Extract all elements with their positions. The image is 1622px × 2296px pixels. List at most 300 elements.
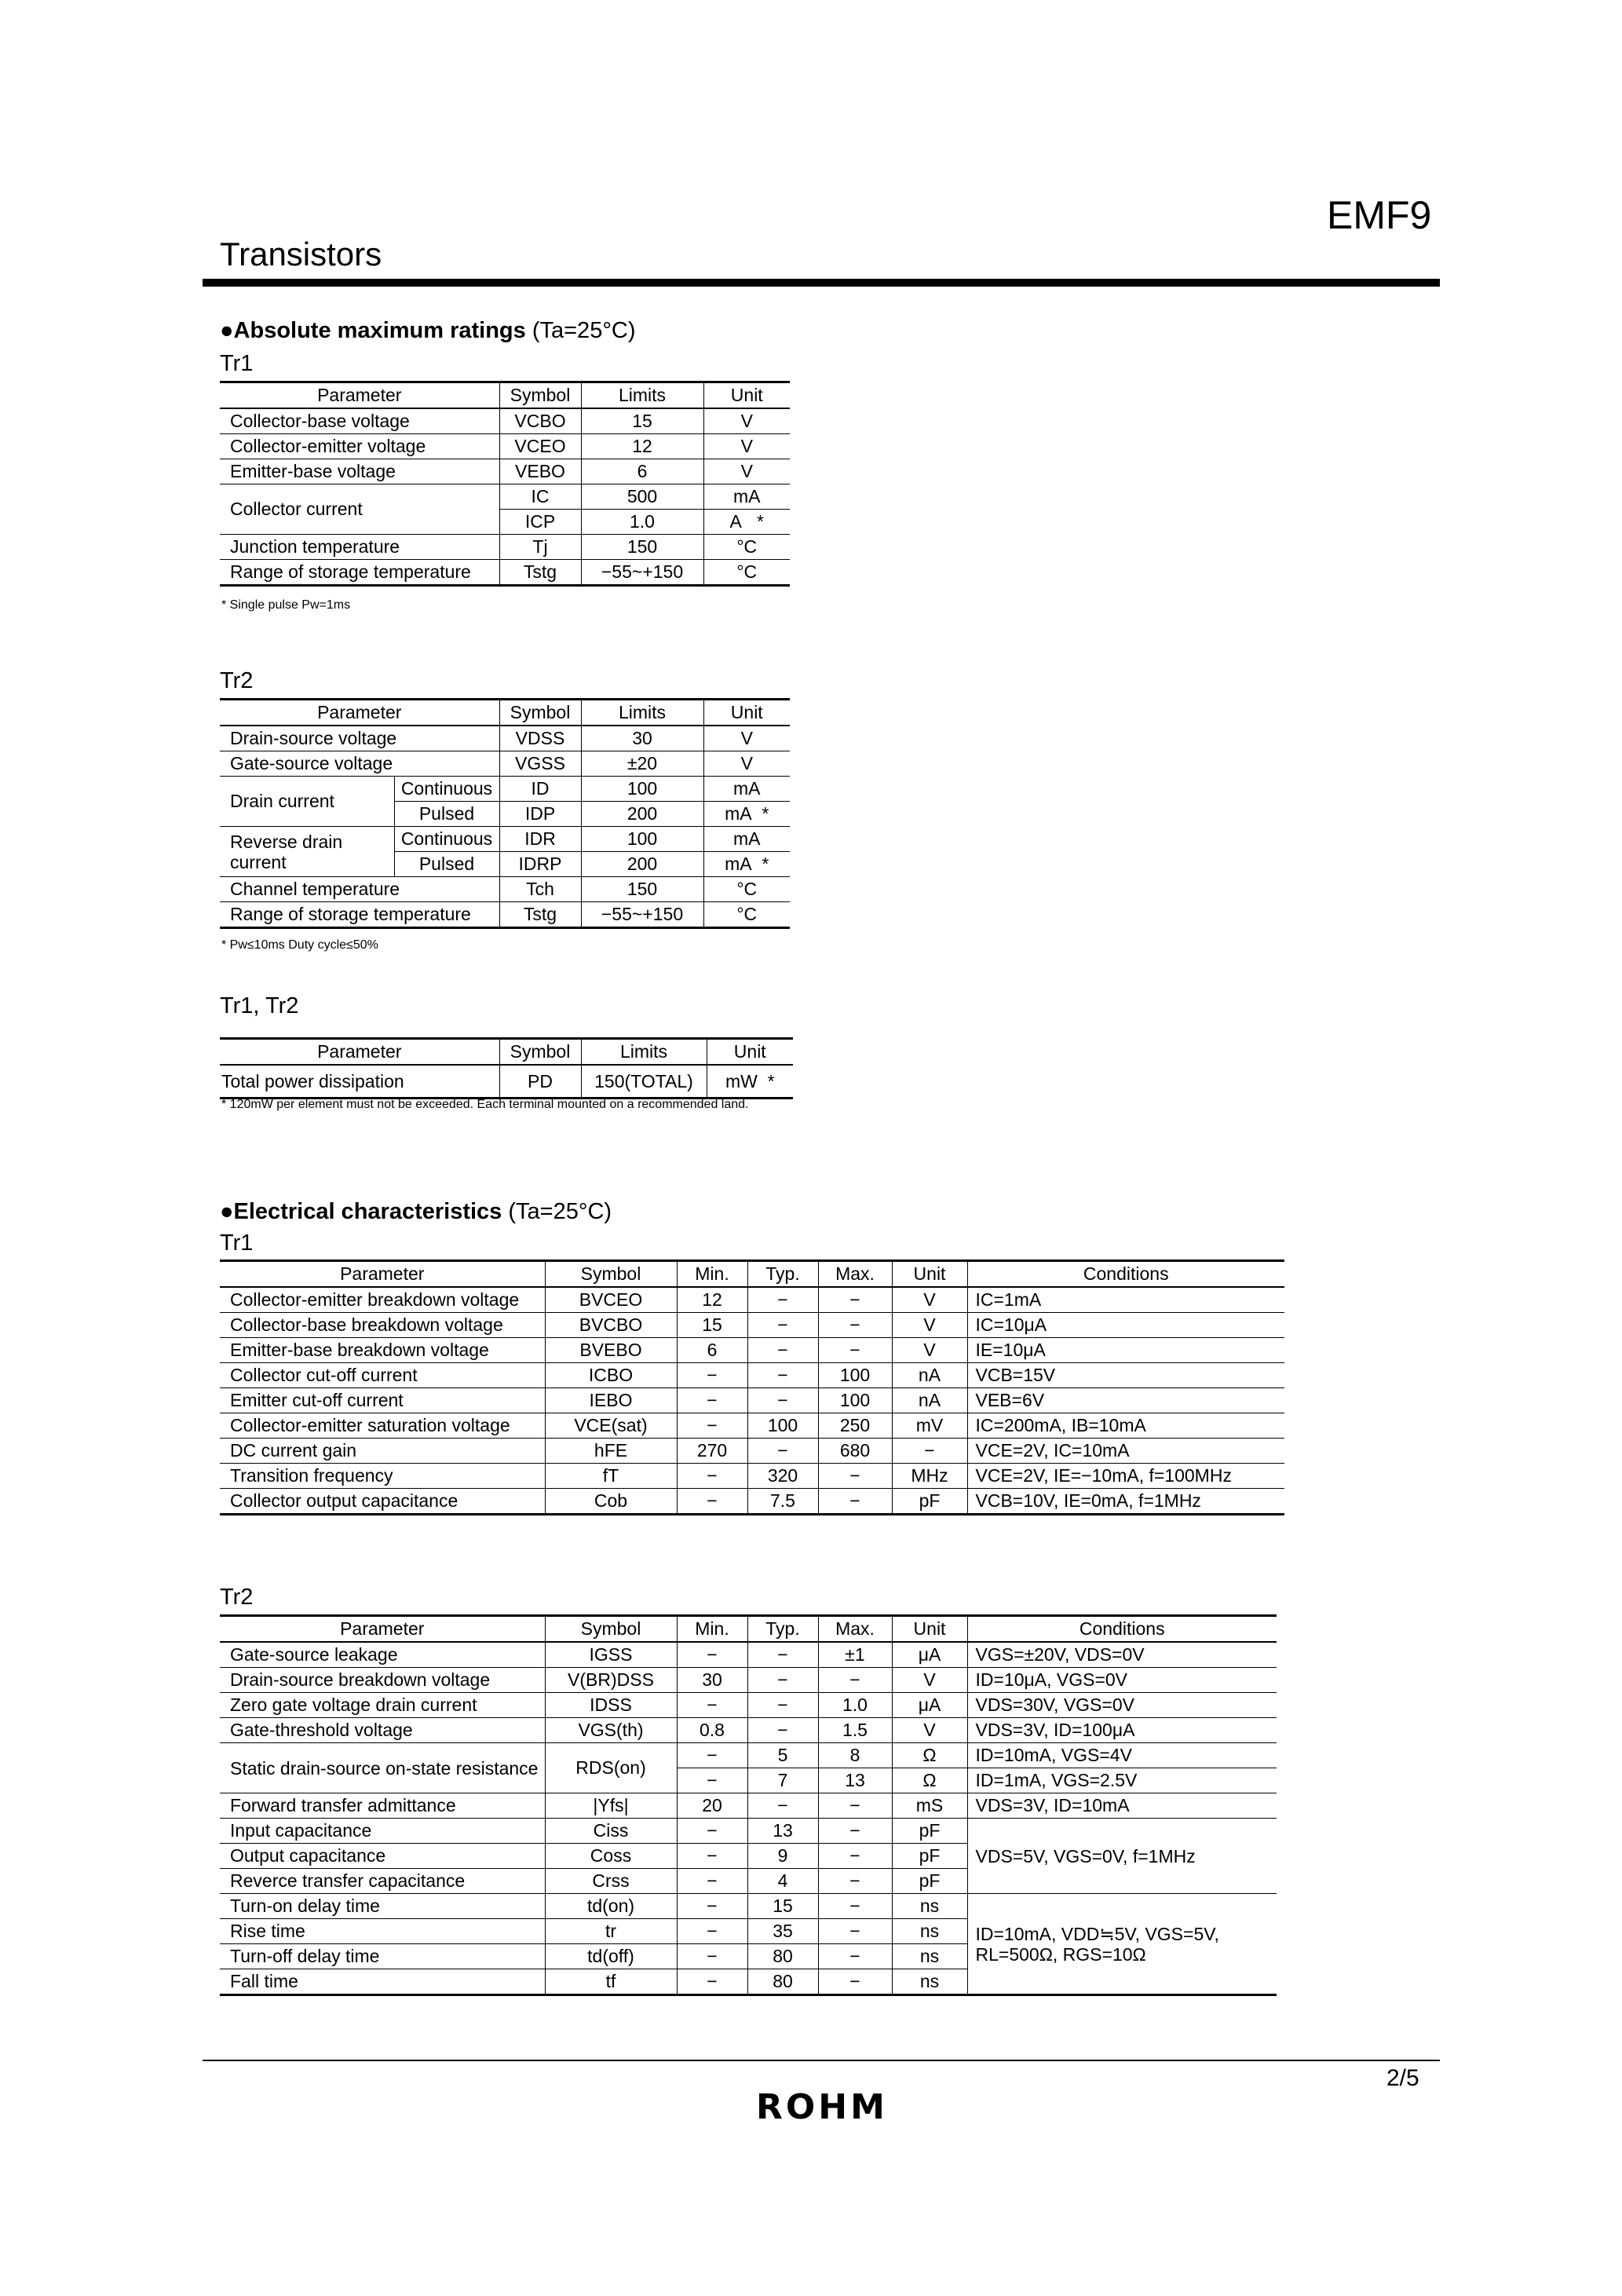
tr2-abs-max-table [220,698,790,929]
limit-cell: −55~+150 [581,902,703,928]
symbol-cell: RDS(on) [545,1743,677,1793]
limit-cell: −55~+150 [581,560,703,586]
min-cell: − [677,1693,747,1718]
unit-cell: Ω [892,1768,967,1793]
tr1-abs-max-table [220,381,790,587]
table-row [220,877,790,902]
max-cell: − [818,1464,892,1489]
col-header: Symbol [499,1039,581,1066]
param-cell: Gate-source leakage [220,1642,545,1668]
footer-rule [203,2060,1440,2061]
limit-cell: 15 [581,408,703,434]
param-cell: Forward transfer admittance [220,1793,545,1819]
param-cell: Total power dissipation [220,1065,499,1099]
table-header-row [220,382,790,409]
symbol-cell: Ciss [545,1819,677,1844]
symbol-cell: IDR [499,827,581,852]
unit-cell: mA [703,827,790,852]
min-cell: − [677,1388,747,1413]
conditions-cell: ID=10μA, VGS=0V [967,1668,1277,1693]
symbol-cell: IDSS [545,1693,677,1718]
table-row [220,1313,1284,1338]
max-cell: − [818,1869,892,1894]
min-cell: 0.8 [677,1718,747,1743]
conditions-cell: VCB=10V, IE=0mA, f=1MHz [967,1489,1284,1515]
table-row [220,1388,1284,1413]
limit-cell: 6 [581,459,703,484]
col-header: Unit [707,1039,793,1066]
unit-cell: pF [892,1819,967,1844]
table-header-row [220,1616,1277,1643]
symbol-cell: IC [499,484,581,510]
unit-cell: V [892,1338,967,1363]
max-cell: 100 [818,1388,892,1413]
min-cell: − [677,1944,747,1969]
param-cell: Output capacitance [220,1844,545,1869]
col-header: Symbol [499,700,581,726]
page-number: 2/5 [1386,2065,1419,2091]
param-cell: Transition frequency [220,1464,545,1489]
table-row [220,1464,1284,1489]
unit-cell: V [892,1313,967,1338]
unit-cell: °C [703,560,790,586]
max-cell: − [818,1894,892,1919]
conditions-cell: IC=10μA [967,1313,1284,1338]
symbol-cell: td(off) [545,1944,677,1969]
symbol-cell: VCEO [499,434,581,459]
unit-cell: pF [892,1489,967,1515]
footnote-mark: * [767,1070,775,1091]
tr2-elec-table [220,1614,1277,1996]
param-cell: Collector current [220,484,499,535]
abs-max-heading [220,318,636,344]
typ-cell: 7.5 [747,1489,818,1515]
tr2-footnote: * Pw≤10ms Duty cycle≤50% [221,938,378,952]
elec-condition: (Ta=25°C) [502,1199,612,1224]
conditions-cell: IC=1mA [967,1287,1284,1313]
symbol-cell: VGS(th) [545,1718,677,1743]
limit-cell: 100 [581,777,703,802]
max-cell: − [818,1489,892,1515]
unit-cell: V [703,459,790,484]
min-cell: 15 [677,1313,747,1338]
symbol-cell: td(on) [545,1894,677,1919]
mode-cell: Continuous [394,827,499,852]
symbol-cell: ICBO [545,1363,677,1388]
symbol-cell: Coss [545,1844,677,1869]
unit-cell: °C [703,902,790,928]
elec-title: Electrical characteristics [233,1199,502,1224]
limit-cell: ±20 [581,751,703,777]
col-header: Conditions [967,1616,1277,1643]
table-row [220,408,790,434]
conditions-cell: ID=10mA, VDD≒5V, VGS=5V, RL=500Ω, RGS=10Ω [967,1894,1277,1995]
table-row [220,1693,1277,1718]
unit-cell: μA [892,1642,967,1668]
symbol-cell: Tstg [499,902,581,928]
typ-cell: − [747,1313,818,1338]
col-header: Unit [703,700,790,726]
part-number: EMF9 [1327,193,1432,237]
table-row [220,1363,1284,1388]
tr1-label: Tr1 [220,351,254,376]
col-header: Min. [677,1616,747,1643]
typ-cell: − [747,1439,818,1464]
unit-cell: V [892,1668,967,1693]
typ-cell: − [747,1642,818,1668]
limit-cell: 30 [581,726,703,751]
table-row [220,777,790,802]
table-header-row [220,700,790,726]
unit-cell: °C [703,877,790,902]
unit-cell: A * [703,510,790,535]
min-cell: − [677,1919,747,1944]
col-header: Parameter [220,700,499,726]
param-cell: Collector-emitter voltage [220,434,499,459]
min-cell: 12 [677,1287,747,1313]
col-header: Parameter [220,382,499,409]
min-cell: − [677,1819,747,1844]
param-cell: Reverse drain current [220,827,394,877]
table-row [220,1718,1277,1743]
table-row [220,1287,1284,1313]
section-title: Transistors [220,236,382,272]
tr1-footnote: * Single pulse Pw=1ms [221,598,351,612]
table-row [220,1743,1277,1768]
unit-cell: °C [703,535,790,560]
typ-cell: 13 [747,1819,818,1844]
param-cell: Channel temperature [220,877,499,902]
col-header: Parameter [220,1261,545,1288]
col-header: Symbol [545,1261,677,1288]
param-cell: DC current gain [220,1439,545,1464]
bullet-icon: ● [220,318,234,343]
typ-cell: − [747,1693,818,1718]
min-cell: − [677,1642,747,1668]
unit-cell: V [703,408,790,434]
symbol-cell: BVCEO [545,1287,677,1313]
param-cell: Collector-base voltage [220,408,499,434]
col-header: Unit [892,1616,967,1643]
table-row [220,434,790,459]
symbol-cell: hFE [545,1439,677,1464]
typ-cell: 80 [747,1969,818,1995]
max-cell: − [818,1944,892,1969]
col-header: Limits [581,1039,707,1066]
unit-cell: μA [892,1693,967,1718]
conditions-cell: VDS=3V, ID=100μA [967,1718,1277,1743]
footnote-mark: * [762,803,769,824]
param-cell: Fall time [220,1969,545,1995]
param-cell: Emitter cut-off current [220,1388,545,1413]
param-cell: Static drain-source on-state resistance [220,1743,545,1793]
max-cell: − [818,1793,892,1819]
min-cell: 30 [677,1668,747,1693]
tr12-footnote: * 120mW per element must not be exceeded. Each terminal mounted on a recommended land. [221,1098,749,1111]
max-cell: − [818,1287,892,1313]
min-cell: − [677,1844,747,1869]
typ-cell: 7 [747,1768,818,1793]
param-cell: Collector-base breakdown voltage [220,1313,545,1338]
table-row [220,1668,1277,1693]
min-cell: − [677,1464,747,1489]
symbol-cell: Tch [499,877,581,902]
typ-cell: − [747,1287,818,1313]
unit-cell: nA [892,1388,967,1413]
max-cell: − [818,1919,892,1944]
max-cell: − [818,1313,892,1338]
rohm-logo: ROHM [756,2087,888,2127]
limit-cell: 150 [581,535,703,560]
symbol-cell: BVEBO [545,1338,677,1363]
max-cell: 8 [818,1743,892,1768]
col-header: Unit [892,1261,967,1288]
conditions-cell: ID=1mA, VGS=2.5V [967,1768,1277,1793]
col-header: Max. [818,1616,892,1643]
typ-cell: − [747,1718,818,1743]
unit-cell: V [703,726,790,751]
symbol-cell: ID [499,777,581,802]
limit-cell: 150 [581,877,703,902]
max-cell: − [818,1844,892,1869]
max-cell: ±1 [818,1642,892,1668]
min-cell: − [677,1969,747,1995]
table-header-row [220,1261,1284,1288]
unit-cell: mA * [703,852,790,877]
typ-cell: 5 [747,1743,818,1768]
unit-cell: ns [892,1894,967,1919]
symbol-cell: VDSS [499,726,581,751]
header-rule [203,279,1440,287]
param-cell: Gate-source voltage [220,751,499,777]
symbol-cell: VCBO [499,408,581,434]
symbol-cell: Crss [545,1869,677,1894]
param-cell: Drain-source voltage [220,726,499,751]
bullet-icon: ● [220,1199,234,1224]
typ-cell: − [747,1388,818,1413]
typ-cell: 9 [747,1844,818,1869]
typ-cell: 15 [747,1894,818,1919]
max-cell: 1.0 [818,1693,892,1718]
col-header: Limits [581,382,703,409]
typ-cell: 80 [747,1944,818,1969]
unit-cell: pF [892,1869,967,1894]
typ-cell: 100 [747,1413,818,1439]
unit-cell: − [892,1439,967,1464]
param-cell: Rise time [220,1919,545,1944]
table-row [220,1793,1277,1819]
min-cell: − [677,1869,747,1894]
param-cell: Drain current [220,777,394,827]
typ-cell: − [747,1338,818,1363]
param-cell: Emitter-base breakdown voltage [220,1338,545,1363]
min-cell: 6 [677,1338,747,1363]
max-cell: 250 [818,1413,892,1439]
unit-cell: mA [703,777,790,802]
col-header: Symbol [545,1616,677,1643]
typ-cell: 35 [747,1919,818,1944]
conditions-cell: VCB=15V [967,1363,1284,1388]
table-row [220,1489,1284,1515]
param-cell: Turn-off delay time [220,1944,545,1969]
symbol-cell: V(BR)DSS [545,1668,677,1693]
tr2-label: Tr2 [220,668,254,693]
mode-cell: Pulsed [394,852,499,877]
param-cell: Drain-source breakdown voltage [220,1668,545,1693]
col-header: Typ. [747,1261,818,1288]
unit-cell: V [892,1718,967,1743]
conditions-cell: VDS=5V, VGS=0V, f=1MHz [967,1819,1277,1894]
param-cell: Turn-on delay time [220,1894,545,1919]
max-cell: − [818,1338,892,1363]
table-row [220,535,790,560]
param-cell: Emitter-base voltage [220,459,499,484]
conditions-cell: VCE=2V, IE=−10mA, f=100MHz [967,1464,1284,1489]
unit-cell: V [703,434,790,459]
table-row [220,1819,1277,1844]
param-cell: Collector-emitter breakdown voltage [220,1287,545,1313]
tr12-label: Tr1, Tr2 [220,993,299,1018]
min-cell: − [677,1413,747,1439]
param-cell: Range of storage temperature [220,902,499,928]
table-row [220,459,790,484]
param-cell: Input capacitance [220,1819,545,1844]
col-header: Min. [677,1261,747,1288]
table-row [220,726,790,751]
col-header: Conditions [967,1261,1284,1288]
table-row [220,1439,1284,1464]
param-cell: Range of storage temperature [220,560,499,586]
typ-cell: − [747,1668,818,1693]
unit-cell: V [892,1287,967,1313]
limit-cell: 500 [581,484,703,510]
symbol-cell: PD [499,1065,581,1099]
symbol-cell: IEBO [545,1388,677,1413]
mode-cell: Continuous [394,777,499,802]
conditions-cell: ID=10mA, VGS=4V [967,1743,1277,1768]
unit-cell: ns [892,1969,967,1995]
col-header: Parameter [220,1039,499,1066]
tr1-elec-label: Tr1 [220,1230,254,1256]
mode-cell: Pulsed [394,802,499,827]
tr12-abs-max-table [220,1037,793,1099]
abs-max-title: Absolute maximum ratings [233,318,526,343]
table-row [220,560,790,586]
conditions-cell: VDS=30V, VGS=0V [967,1693,1277,1718]
max-cell: 13 [818,1768,892,1793]
limit-cell: 200 [581,802,703,827]
conditions-cell: VDS=3V, ID=10mA [967,1793,1277,1819]
unit-cell: mW * [707,1065,793,1099]
min-cell: − [677,1768,747,1793]
symbol-cell: |Yfs| [545,1793,677,1819]
col-header: Max. [818,1261,892,1288]
min-cell: − [677,1743,747,1768]
conditions-cell: VGS=±20V, VDS=0V [967,1642,1277,1668]
symbol-cell: BVCBO [545,1313,677,1338]
symbol-cell: ICP [499,510,581,535]
symbol-cell: fT [545,1464,677,1489]
abs-max-condition: (Ta=25°C) [525,318,636,343]
max-cell: − [818,1668,892,1693]
min-cell: 20 [677,1793,747,1819]
unit-cell: ns [892,1944,967,1969]
col-header: Limits [581,700,703,726]
table-row [220,1338,1284,1363]
col-header: Symbol [499,382,581,409]
conditions-cell: IE=10μA [967,1338,1284,1363]
unit-cell: MHz [892,1464,967,1489]
max-cell: − [818,1969,892,1995]
typ-cell: − [747,1363,818,1388]
col-header: Typ. [747,1616,818,1643]
param-cell: Reverce transfer capacitance [220,1869,545,1894]
min-cell: − [677,1894,747,1919]
min-cell: 270 [677,1439,747,1464]
symbol-cell: VEBO [499,459,581,484]
max-cell: 100 [818,1363,892,1388]
min-cell: − [677,1363,747,1388]
param-cell: Collector output capacitance [220,1489,545,1515]
symbol-cell: VGSS [499,751,581,777]
param-cell: Collector-emitter saturation voltage [220,1413,545,1439]
symbol-cell: Tstg [499,560,581,586]
typ-cell: − [747,1793,818,1819]
unit-cell: pF [892,1844,967,1869]
unit-cell: mA [703,484,790,510]
table-row [220,1642,1277,1668]
symbol-cell: IGSS [545,1642,677,1668]
unit-cell: mS [892,1793,967,1819]
param-cell: Junction temperature [220,535,499,560]
table-row [220,1894,1277,1919]
tr1-elec-table [220,1260,1284,1515]
unit-cell: V [703,751,790,777]
footnote-mark: * [762,854,769,874]
conditions-cell: VCE=2V, IC=10mA [967,1439,1284,1464]
symbol-cell: VCE(sat) [545,1413,677,1439]
unit-cell: ns [892,1919,967,1944]
max-cell: 680 [818,1439,892,1464]
limit-cell: 150(TOTAL) [581,1065,707,1099]
symbol-cell: tf [545,1969,677,1995]
unit-cell: mA * [703,802,790,827]
typ-cell: 320 [747,1464,818,1489]
elec-heading [220,1199,612,1225]
min-cell: − [677,1489,747,1515]
table-header-row [220,1039,793,1066]
param-cell: Zero gate voltage drain current [220,1693,545,1718]
conditions-cell: VEB=6V [967,1388,1284,1413]
unit-cell: nA [892,1363,967,1388]
table-row [220,1413,1284,1439]
param-cell: Gate-threshold voltage [220,1718,545,1743]
param-cell: Collector cut-off current [220,1363,545,1388]
typ-cell: 4 [747,1869,818,1894]
max-cell: − [818,1819,892,1844]
limit-cell: 12 [581,434,703,459]
symbol-cell: Tj [499,535,581,560]
table-row [220,902,790,928]
table-row [220,751,790,777]
symbol-cell: tr [545,1919,677,1944]
table-row [220,827,790,852]
col-header: Parameter [220,1616,545,1643]
tr2-elec-label: Tr2 [220,1585,254,1610]
limit-cell: 200 [581,852,703,877]
max-cell: 1.5 [818,1718,892,1743]
footnote-mark: * [757,511,764,532]
